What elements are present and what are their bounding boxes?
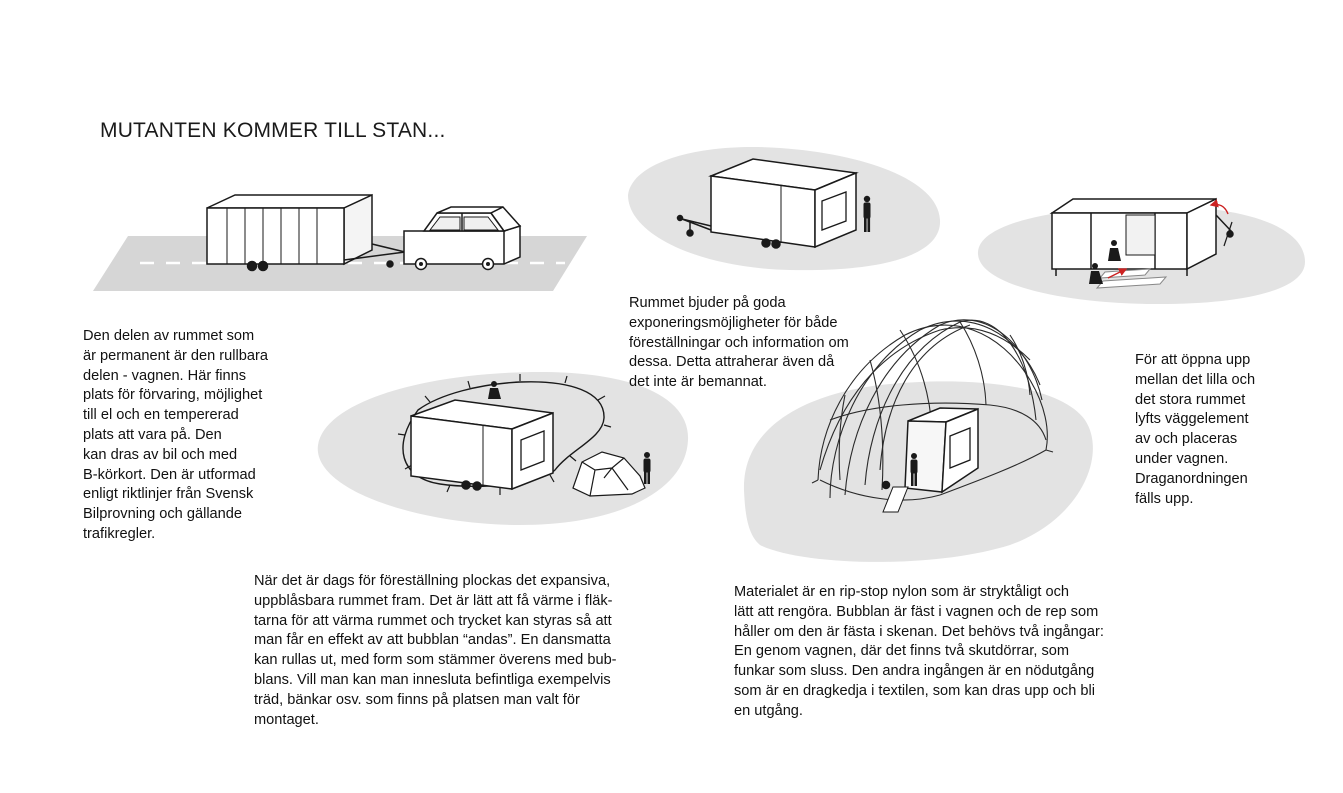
caption-line: kan dras av bil och med: [83, 446, 238, 463]
caption-line: Draganordningen: [1135, 470, 1248, 487]
caption-line: föreställningar och information om: [629, 334, 849, 351]
caption-line: En genom vagnen, där det finns två skutdörrar, som: [734, 643, 1070, 660]
caption-line: För att öppna upp: [1135, 352, 1251, 368]
caption-line: plats att vara på. Den: [83, 426, 222, 443]
caption-line: funkar som sluss. Den andra ingången är en nödutgång: [734, 663, 1095, 680]
caption-line: mellan det lilla och: [1135, 371, 1256, 388]
caption-line: lätt att rengöra. Bubblan är fäst i vagnen och de rep som: [734, 603, 1099, 620]
scene-dance-mat: [318, 372, 688, 525]
caption-line: exponeringsmöjligheter för både: [629, 314, 838, 331]
caption-line: under vagnen.: [1135, 450, 1229, 467]
scene-opening: [978, 199, 1305, 304]
caption-line: är permanent är den rullbara: [83, 347, 268, 364]
caption-opening: [1135, 351, 1255, 509]
caption-line: av och placeras: [1135, 431, 1238, 448]
scene-parked-trailer: [628, 147, 940, 270]
caption-line: delen - vagnen. Här finns: [83, 367, 247, 384]
page-title: MUTANTEN KOMMER TILL STAN...: [100, 119, 446, 142]
caption-line: dessa. Detta attraherar även då: [629, 354, 835, 371]
caption-line: man får en effekt av att bubblan “andas”. En dansmatta: [254, 632, 611, 649]
caption-line: När det är dags för föreställning plockas det expansiva,: [254, 573, 611, 589]
caption-line: det stora rummet: [1135, 391, 1246, 408]
caption-line: en utgång.: [734, 702, 803, 719]
caption-line: Bilprovning och gällande: [83, 506, 243, 523]
caption-line: Materialet är en rip-stop nylon som är stryktåligt och: [734, 584, 1069, 600]
caption-line: håller om den är fästa i skenan. Det behövs två ingångar:: [734, 623, 1104, 640]
caption-line: blans. Vill man kan man innesluta befintliga exempelvis: [254, 671, 611, 688]
trailer-icon: [411, 400, 553, 490]
caption-inflatable: [254, 572, 617, 730]
caption-line: Den delen av rummet som: [83, 328, 255, 344]
caption-line: som är en dragkedja i textilen, som kan dras upp och bli: [734, 682, 1095, 699]
caption-line: enligt riktlinjer från Svensk: [83, 486, 254, 503]
caption-line: lyfts väggelement: [1135, 411, 1249, 428]
caption-line: B-körkort. Den är utformad: [83, 466, 256, 483]
car-icon: [404, 207, 520, 270]
caption-line: träd, bänkar osv. som finns på platsen man valt för: [254, 691, 580, 708]
caption-line: tarna för att värma rummet och trycket kan styras så att: [254, 612, 612, 629]
caption-exposure: [629, 294, 849, 393]
caption-line: det inte är bemannat.: [629, 374, 767, 391]
caption-line: Rummet bjuder på goda: [629, 295, 786, 311]
caption-line: fälls upp.: [1135, 490, 1194, 507]
caption-line: uppblåsbara rummet fram. Det är lätt att få värme i fläk-: [254, 592, 613, 609]
scene-road-towing: [93, 195, 587, 291]
caption-line: plats för förvaring, möjlighet: [83, 387, 263, 404]
caption-line: montaget.: [254, 711, 319, 728]
caption-material: [734, 583, 1104, 722]
caption-transport: [83, 327, 268, 545]
caption-line: kan rullas ut, med form som stämmer överens med bub-: [254, 652, 617, 669]
caption-line: till el och en tempererad: [83, 407, 239, 424]
caption-line: trafikregler.: [83, 525, 156, 542]
